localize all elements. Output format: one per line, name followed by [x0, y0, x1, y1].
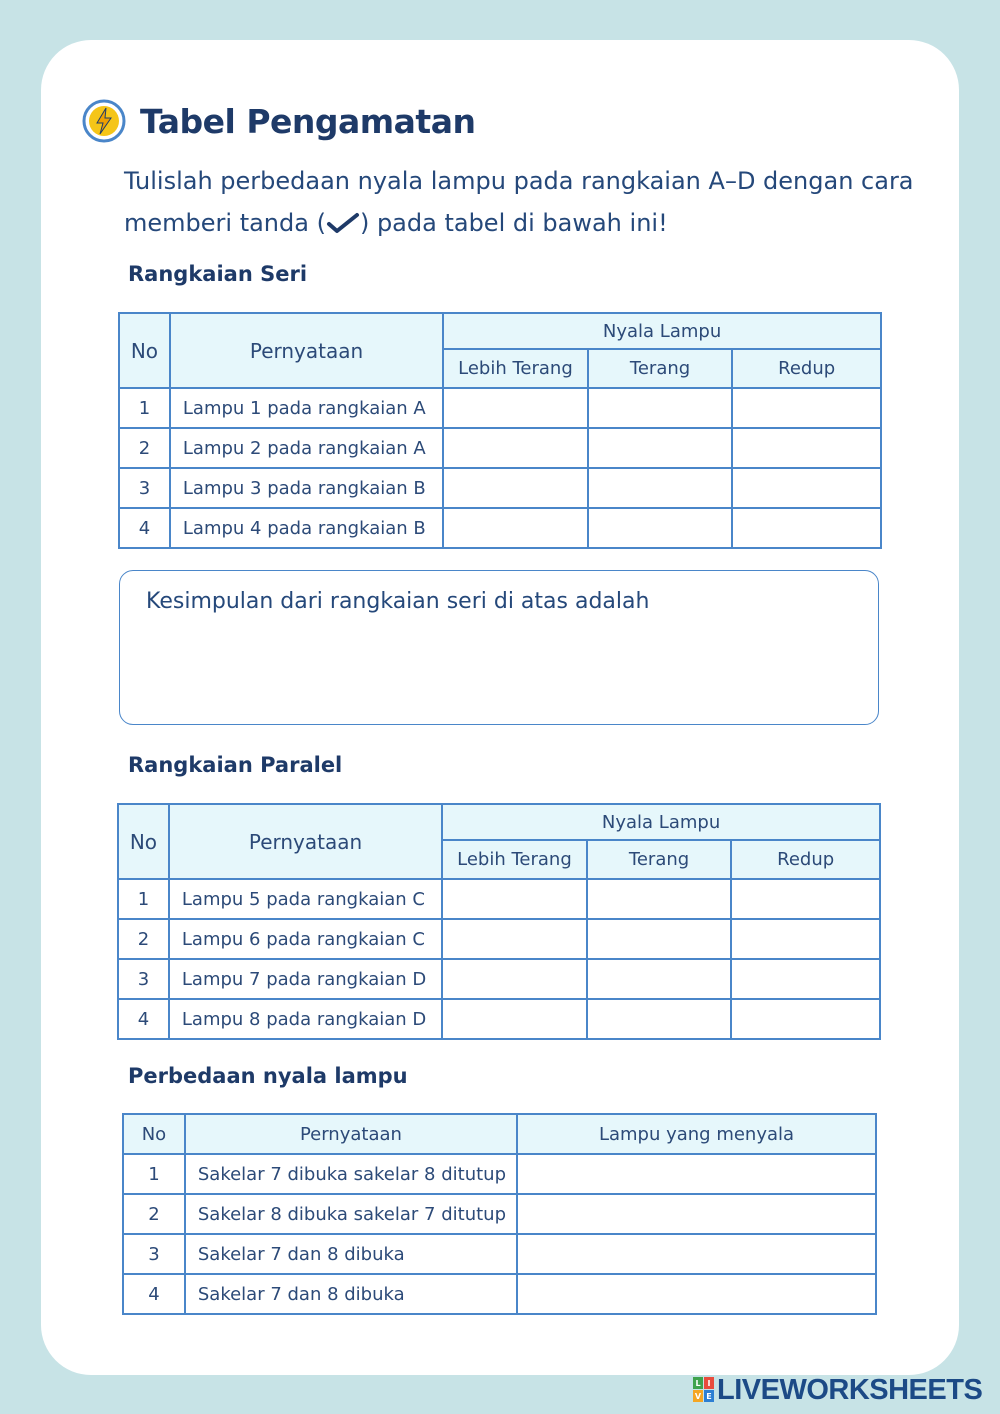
row-statement: Sakelar 8 dibuka sakelar 7 ditutup — [185, 1194, 517, 1234]
row-statement: Sakelar 7 dan 8 dibuka — [185, 1274, 517, 1314]
cell-lampu-menyala[interactable] — [517, 1194, 876, 1234]
cell-terang[interactable] — [588, 388, 733, 428]
table-row — [123, 1274, 876, 1314]
row-no: 2 — [119, 428, 170, 468]
section-title-perbedaan: Perbedaan nyala lampu — [128, 1064, 408, 1088]
instruction-line-1: Tulislah perbedaan nyala lampu pada rangkaian A–D dengan cara — [124, 167, 914, 195]
header-lebih-terang: Lebih Terang — [442, 840, 587, 879]
row-statement: Lampu 7 pada rangkaian D — [169, 959, 442, 999]
table-row — [123, 1194, 876, 1234]
row-statement: Lampu 4 pada rangkaian B — [170, 508, 443, 548]
row-no: 1 — [118, 879, 169, 919]
title-row — [82, 98, 475, 144]
table-row — [119, 388, 881, 428]
liveworksheets-brand[interactable] — [693, 1372, 982, 1408]
header-statement: Pernyataan — [170, 313, 443, 388]
header-statement: Pernyataan — [185, 1114, 517, 1154]
lightning-bolt-icon — [82, 99, 126, 143]
cell-terang[interactable] — [588, 508, 733, 548]
header-terang: Terang — [588, 349, 733, 388]
logo-letter-i: I — [707, 1379, 711, 1388]
table-perbedaan — [122, 1113, 877, 1315]
section-title-paralel: Rangkaian Paralel — [128, 753, 343, 777]
cell-redup[interactable] — [732, 468, 881, 508]
summary-prompt: Kesimpulan dari rangkaian seri di atas adalah — [146, 589, 650, 614]
table-row — [123, 1154, 876, 1194]
table-header-row — [118, 804, 880, 840]
header-nyala-lampu: Nyala Lampu — [443, 313, 881, 349]
header-redup: Redup — [731, 840, 880, 879]
header-no: No — [119, 313, 170, 388]
instruction-line-2 — [124, 202, 914, 244]
header-redup: Redup — [732, 349, 881, 388]
row-statement: Lampu 8 pada rangkaian D — [169, 999, 442, 1039]
instruction-text — [124, 160, 914, 244]
cell-lebih-terang[interactable] — [442, 879, 587, 919]
table-header-row — [123, 1114, 876, 1154]
row-no: 1 — [119, 388, 170, 428]
row-no: 3 — [118, 959, 169, 999]
brand-name: LIVEWORKSHEETS — [717, 1373, 983, 1406]
row-no: 2 — [123, 1194, 185, 1234]
cell-terang[interactable] — [587, 919, 732, 959]
row-no: 4 — [118, 999, 169, 1039]
row-no: 4 — [123, 1274, 185, 1314]
row-statement: Lampu 2 pada rangkaian A — [170, 428, 443, 468]
logo-letter-l: L — [695, 1379, 701, 1388]
row-statement: Lampu 6 pada rangkaian C — [169, 919, 442, 959]
cell-terang[interactable] — [587, 959, 732, 999]
cell-redup[interactable] — [732, 508, 881, 548]
row-no: 3 — [123, 1234, 185, 1274]
cell-terang[interactable] — [587, 879, 732, 919]
cell-redup[interactable] — [731, 919, 880, 959]
row-statement: Lampu 1 pada rangkaian A — [170, 388, 443, 428]
table-row — [119, 428, 881, 468]
cell-lebih-terang[interactable] — [443, 468, 588, 508]
row-statement: Lampu 3 pada rangkaian B — [170, 468, 443, 508]
cell-lebih-terang[interactable] — [443, 388, 588, 428]
table-row — [118, 999, 880, 1039]
table-row — [118, 959, 880, 999]
cell-lampu-menyala[interactable] — [517, 1154, 876, 1194]
header-nyala-lampu: Nyala Lampu — [442, 804, 880, 840]
cell-redup[interactable] — [732, 428, 881, 468]
page-title: Tabel Pengamatan — [140, 101, 476, 141]
liveworksheets-logo-icon — [693, 1377, 715, 1403]
cell-terang[interactable] — [588, 468, 733, 508]
checkmark-icon — [326, 212, 360, 234]
cell-lampu-menyala[interactable] — [517, 1234, 876, 1274]
table-row — [118, 919, 880, 959]
header-lebih-terang: Lebih Terang — [443, 349, 588, 388]
cell-terang[interactable] — [587, 999, 732, 1039]
header-lampu-menyala: Lampu yang menyala — [517, 1114, 876, 1154]
table-header-row — [119, 313, 881, 349]
cell-redup[interactable] — [731, 959, 880, 999]
table-row — [119, 508, 881, 548]
cell-lebih-terang[interactable] — [442, 999, 587, 1039]
row-no: 3 — [119, 468, 170, 508]
table-seri — [118, 312, 882, 549]
header-statement: Pernyataan — [169, 804, 442, 879]
cell-lebih-terang[interactable] — [443, 508, 588, 548]
row-no: 4 — [119, 508, 170, 548]
header-no: No — [118, 804, 169, 879]
cell-redup[interactable] — [732, 388, 881, 428]
header-no: No — [123, 1114, 185, 1154]
instruction-line-2-after: ) pada tabel di bawah ini! — [359, 209, 668, 237]
row-statement: Lampu 5 pada rangkaian C — [169, 879, 442, 919]
table-row — [123, 1234, 876, 1274]
row-no: 2 — [118, 919, 169, 959]
instruction-line-2-before: memberi tanda ( — [124, 209, 326, 237]
cell-redup[interactable] — [731, 999, 880, 1039]
table-row — [119, 468, 881, 508]
cell-lebih-terang[interactable] — [443, 428, 588, 468]
section-title-seri: Rangkaian Seri — [128, 262, 308, 286]
cell-redup[interactable] — [731, 879, 880, 919]
row-statement: Sakelar 7 dan 8 dibuka — [185, 1234, 517, 1274]
logo-letter-e: E — [706, 1392, 712, 1401]
table-row — [118, 879, 880, 919]
cell-lebih-terang[interactable] — [442, 919, 587, 959]
table-paralel — [117, 803, 881, 1040]
cell-lebih-terang[interactable] — [442, 959, 587, 999]
cell-terang[interactable] — [588, 428, 733, 468]
row-no: 1 — [123, 1154, 185, 1194]
row-statement: Sakelar 7 dibuka sakelar 8 ditutup — [185, 1154, 517, 1194]
summary-answer-box[interactable] — [119, 570, 879, 725]
header-terang: Terang — [587, 840, 732, 879]
logo-letter-v: V — [694, 1392, 702, 1401]
cell-lampu-menyala[interactable] — [517, 1274, 876, 1314]
